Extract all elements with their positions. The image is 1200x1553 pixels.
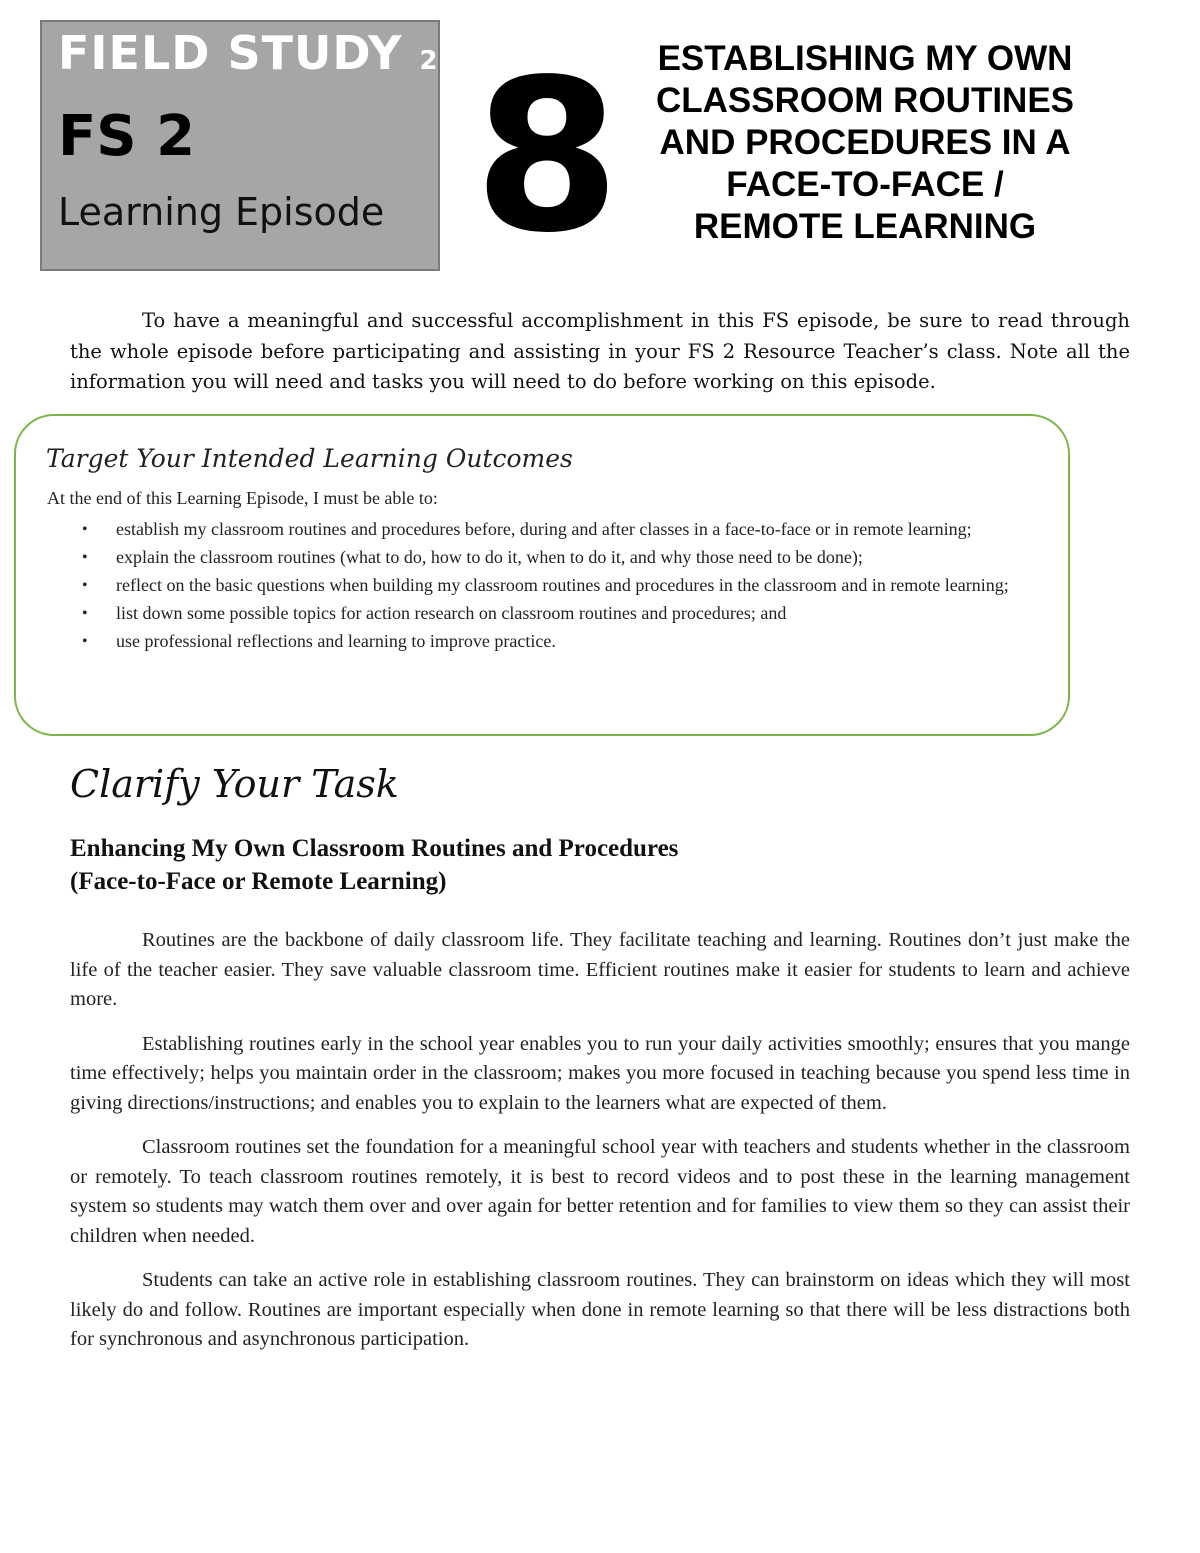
episode-number: 8 (473, 34, 621, 279)
list-item (78, 544, 1043, 571)
list-item (78, 572, 1043, 599)
body-paragraph: Establishing routines early in the school year enables you to run your daily activities smoothly; ensures that you mange time effectively; helps you maintain order in the classroom; makes you more focused in teaching because you spend less time in giving directions/instructions; and enables you to explain to the learners what are expected of them. (70, 1032, 1130, 1114)
header-box (40, 20, 440, 271)
subheading-line: Enhancing My Own Classroom Routines and Procedures (70, 835, 679, 862)
learning-outcomes-box (14, 414, 1070, 736)
bullet-icon: • (82, 577, 88, 594)
outcomes-list (78, 516, 1043, 656)
intro-text: To have a meaningful and successful accomplishment in this FS episode, be sure to read through the whole episode before participating and assisting in your FS 2 Resource Teacher’s class. Note all the information you will need and tasks you will need to do before working on this episode. (70, 309, 1130, 393)
body-text (70, 926, 1130, 1370)
body-paragraph: Students can take an active role in establishing classroom routines. They can brainstorm on ideas which they will most likely do and follow. Routines are important especially when done in remote learning so that there will be less distractions both for synchronous and asynchronous participation. (70, 1269, 1130, 1350)
clarify-task-heading: Clarify Your Task (70, 762, 399, 806)
episode-title-line: ESTABLISHING MY OWN (657, 39, 1073, 78)
episode-title-line: CLASSROOM ROUTINES (655, 81, 1075, 120)
body-paragraph: Classroom routines set the foundation for a meaningful school year with teachers and students whether in the classroom or remotely. To teach classroom routines remotely, it is best to record videos and to post these in the learning management system so students may watch them over and over again for better retention and for families to view them so they can assist their children when needed. (70, 1136, 1130, 1247)
subheading-line: (Face-to-Face or Remote Learning) (70, 868, 447, 895)
intro-paragraph (70, 306, 1130, 398)
outcome-text: reflect on the basic questions when building my classroom routines and procedures in the classroom and in remote learning; (116, 575, 1009, 595)
bullet-icon: • (82, 633, 88, 650)
list-item (78, 628, 1043, 655)
bullet-icon: • (82, 605, 88, 622)
episode-title-line: FACE-TO-FACE / (726, 165, 1004, 204)
episode-title-line: AND PROCEDURES IN A (659, 123, 1071, 162)
episode-label: Learning Episode (58, 190, 385, 234)
outcomes-intro: At the end of this Learning Episode, I must be able to: (47, 488, 438, 508)
outcomes-heading: Target Your Intended Learning Outcomes (46, 444, 573, 473)
section-subheading (70, 832, 678, 898)
episode-title-line: REMOTE LEARNING (693, 207, 1037, 246)
outcome-text: explain the classroom routines (what to do, how to do it, when to do it, and why those need to be done); (116, 547, 863, 567)
field-study-title (58, 26, 439, 80)
outcome-text: use professional reflections and learning to improve practice. (116, 631, 556, 651)
outcome-text: establish my classroom routines and procedures before, during and after classes in a face-to-face or in remote learning; (116, 519, 972, 539)
outcome-text: list down some possible topics for action research on classroom routines and procedures; and (116, 603, 787, 623)
list-item (78, 516, 1043, 543)
field-study-label: FIELD STUDY (58, 26, 403, 80)
list-item (78, 600, 1043, 627)
episode-title (620, 38, 1110, 248)
course-code: FS 2 (58, 104, 196, 169)
bullet-icon: • (82, 521, 88, 538)
bullet-icon: • (82, 549, 88, 566)
body-paragraph: Routines are the backbone of daily classroom life. They facilitate teaching and learning. Routines don’t just make the life of the teacher easier. They save valuable classroom time. Efficient routines make it easier for students to learn and achieve more. (70, 929, 1130, 1010)
field-study-number: 2 (419, 46, 439, 76)
